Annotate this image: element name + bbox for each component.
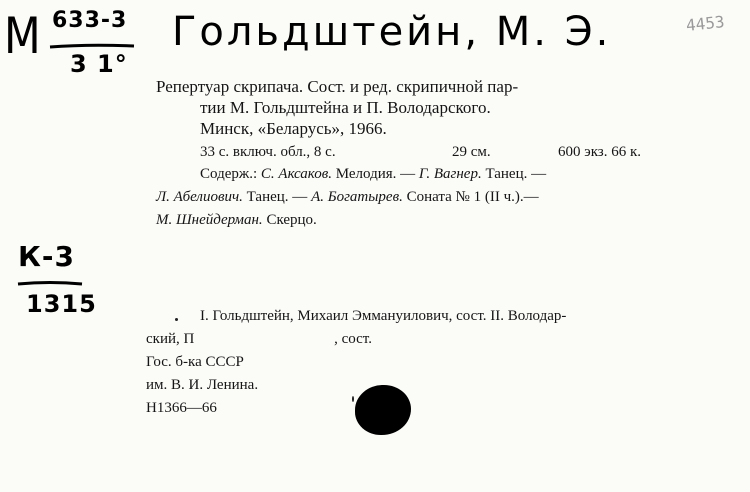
tick-mark bbox=[175, 318, 178, 321]
ink-speck bbox=[352, 396, 354, 402]
classification-letter: М bbox=[4, 7, 42, 65]
library-name: Гос. б-ка СССР bbox=[146, 354, 244, 370]
call-number-top: 633-3 bbox=[52, 8, 128, 33]
entry-title-line-2: тии М. Гольдштейна и П. Володарского. bbox=[200, 98, 491, 117]
contents-author: Л. Абелиович. bbox=[156, 189, 243, 205]
side-mark-bottom: 1315 bbox=[26, 290, 97, 318]
contents-label: Содерж.: bbox=[200, 166, 258, 182]
contents-line-3 bbox=[156, 209, 317, 231]
side-mark-divider bbox=[16, 279, 86, 289]
card-number: Н1366—66 bbox=[146, 400, 217, 416]
contents-author: М. Шнейдерман. bbox=[156, 212, 263, 228]
tracing-line-2 bbox=[146, 328, 372, 350]
call-number-bottom: 3 1° bbox=[70, 50, 128, 78]
contents-work: Скерцо. bbox=[266, 212, 317, 228]
contents-author: Г. Вагнер. bbox=[418, 166, 482, 182]
side-mark-top: К-3 bbox=[18, 240, 75, 273]
contents-work: Соната № 1 (II ч.).— bbox=[406, 189, 539, 205]
contents-line-1 bbox=[200, 163, 546, 185]
contents-line-2 bbox=[156, 186, 539, 208]
entry-title-line-1: Репертуар скрипача. Сост. и ред. скрипичной пар- bbox=[156, 77, 519, 96]
library-name-line-2: им. В. И. Ленина. bbox=[146, 377, 259, 393]
entry-imprint: Минск, «Беларусь», 1966. bbox=[200, 119, 387, 138]
contents-work: Танец. — bbox=[485, 166, 547, 182]
tracing-name: ский, П bbox=[146, 331, 195, 347]
punch-hole bbox=[355, 385, 411, 435]
contents-author: С. Аксаков. bbox=[260, 166, 332, 182]
contents-author: А. Богатырев. bbox=[311, 189, 403, 205]
author-heading: Гольдштейн, М. Э. bbox=[172, 9, 612, 55]
collation-pages: 33 с. включ. обл., 8 с. bbox=[200, 144, 336, 160]
tracing-line-1: I. Гольдштейн, Михаил Эммануилович, сост. II. Володар- bbox=[200, 308, 567, 324]
tracing-role: , сост. bbox=[334, 331, 372, 347]
contents-work: Танец. — bbox=[246, 189, 308, 205]
collation-size: 29 см. bbox=[452, 144, 491, 160]
stamp-number: 4453 bbox=[685, 12, 726, 35]
collation-copies: 600 экз. 66 к. bbox=[558, 144, 641, 160]
contents-work: Мелодия. — bbox=[335, 166, 416, 182]
